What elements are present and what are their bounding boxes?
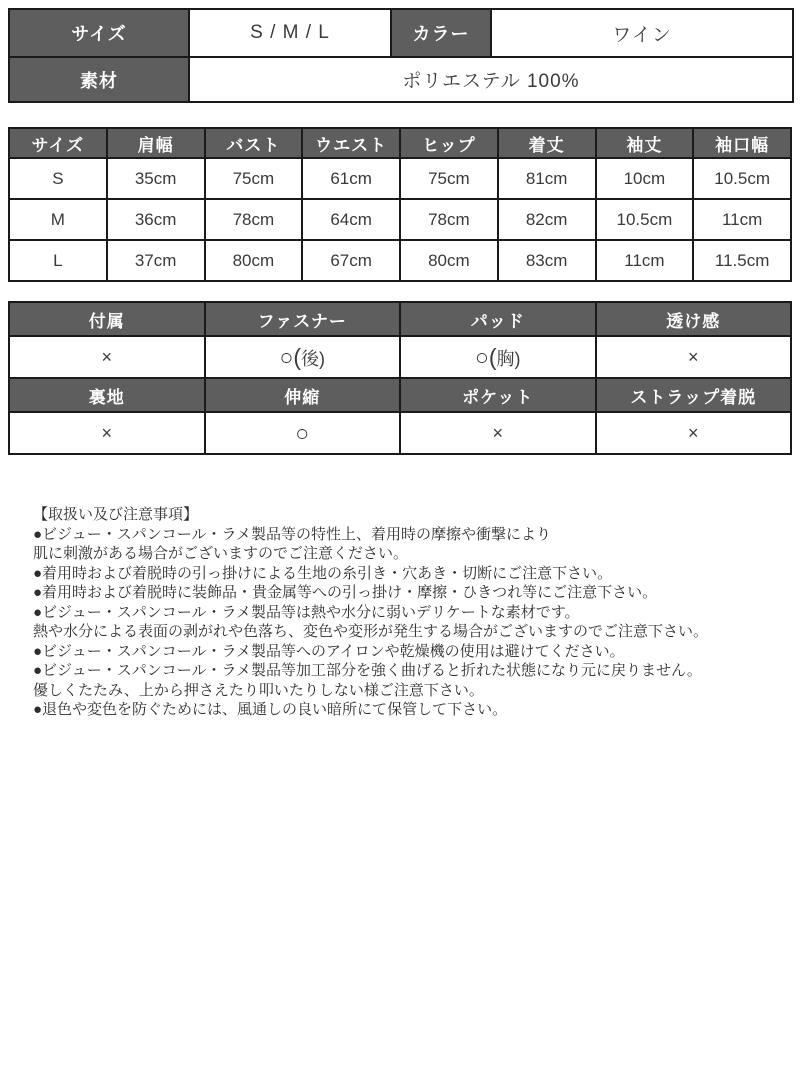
measurement-header-cell: ヒップ: [400, 128, 498, 158]
features-value-row: [9, 412, 791, 454]
table-row: [9, 9, 793, 57]
measurement-value-cell: 67cm: [302, 240, 400, 281]
feature-header-cell: ストラップ着脱: [596, 378, 792, 412]
measurement-value-cell: 75cm: [205, 158, 303, 199]
feature-value-cell: ×: [9, 412, 205, 454]
measurement-value-cell: 80cm: [400, 240, 498, 281]
feature-header-cell: ポケット: [400, 378, 596, 412]
feature-value-cell: ×: [9, 336, 205, 378]
feature-value-cell: ×: [596, 336, 792, 378]
measurement-value-cell: 61cm: [302, 158, 400, 199]
measurements-table: [8, 127, 792, 282]
measurements-row-s: [9, 158, 791, 199]
measurement-value-cell: 37cm: [107, 240, 205, 281]
feature-header-cell: パッド: [400, 302, 596, 336]
note-line: ●ビジュー・スパンコール・ラメ製品等は熱や水分に弱いデリケートな素材です。: [33, 603, 580, 621]
product-info-table: [8, 8, 794, 103]
features-header-row: [9, 302, 791, 336]
material-value-cell: ポリエステル 100%: [189, 57, 793, 102]
notes-title: 【取扱い及び注意事項】: [33, 506, 199, 523]
measurement-value-cell: 78cm: [400, 199, 498, 240]
note-line: ●ビジュー・スパンコール・ラメ製品等へのアイロンや乾燥機の使用は避けてください。: [33, 642, 625, 660]
measurement-header-cell: 肩幅: [107, 128, 205, 158]
feature-header-cell: 伸縮: [205, 378, 401, 412]
note-line: ●着用時および着脱時の引っ掛けによる生地の糸引き・穴あき・切断にご注意下さい。: [33, 564, 613, 582]
measurement-header-cell: ウエスト: [302, 128, 400, 158]
measurement-value-cell: 80cm: [205, 240, 303, 281]
size-name-cell: L: [9, 240, 107, 281]
measurement-value-cell: 11cm: [693, 199, 791, 240]
note-line: ●着用時および着脱時に装飾品・貴金属等への引っ掛け・摩擦・ひきつれ等にご注意下さい。: [33, 584, 658, 601]
note-line: 熱や水分による表面の剥がれや色落ち、変色や変形が発生する場合がございますのでご注意下さい。: [33, 623, 709, 640]
measurement-header-cell: サイズ: [9, 128, 107, 158]
color-value-cell: ワイン: [491, 9, 793, 57]
feature-header-cell: 付属: [9, 302, 205, 336]
measurement-value-cell: 82cm: [498, 199, 596, 240]
note-line: 肌に刺激がある場合がございますのでご注意ください。: [33, 545, 409, 562]
feature-value-cell: ○(胸): [400, 336, 596, 378]
features-header-row: [9, 378, 791, 412]
size-label-cell: サイズ: [9, 9, 189, 57]
measurement-header-cell: バスト: [205, 128, 303, 158]
note-line: ●ビジュー・スパンコール・ラメ製品等の特性上、着用時の摩擦や衝撃により: [33, 525, 552, 543]
feature-value-cell: ○: [205, 412, 401, 454]
feature-header-cell: 透け感: [596, 302, 792, 336]
measurement-value-cell: 75cm: [400, 158, 498, 199]
color-label-cell: カラー: [391, 9, 491, 57]
measurement-value-cell: 10.5cm: [596, 199, 694, 240]
measurement-value-cell: 83cm: [498, 240, 596, 281]
feature-header-cell: ファスナー: [205, 302, 401, 336]
size-name-cell: S: [9, 158, 107, 199]
size-name-cell: M: [9, 199, 107, 240]
measurement-value-cell: 78cm: [205, 199, 303, 240]
feature-header-cell: 裏地: [9, 378, 205, 412]
features-table: [8, 301, 792, 455]
measurement-value-cell: 11cm: [596, 240, 694, 281]
measurement-value-cell: 35cm: [107, 158, 205, 199]
note-line: 優しくたたみ、上から押さえたり叩いたりしない様ご注意下さい。: [33, 681, 484, 699]
feature-value-cell: ○(後): [205, 336, 401, 378]
note-line: ●ビジュー・スパンコール・ラメ製品等加工部分を強く曲げると折れた状態になり元に戻りません。: [33, 662, 702, 679]
measurement-header-cell: 袖口幅: [693, 128, 791, 158]
measurement-value-cell: 10.5cm: [693, 158, 791, 199]
feature-value-cell: ×: [400, 412, 596, 454]
features-value-row: [9, 336, 791, 378]
measurement-header-cell: 袖丈: [596, 128, 694, 158]
measurement-value-cell: 36cm: [107, 199, 205, 240]
size-value-cell: S / M / L: [189, 9, 391, 57]
measurements-header-row: [9, 128, 791, 158]
measurements-row-l: [9, 240, 791, 281]
measurements-row-m: [9, 199, 791, 240]
measurement-value-cell: 10cm: [596, 158, 694, 199]
measurement-value-cell: 11.5cm: [693, 240, 791, 281]
measurement-value-cell: 81cm: [498, 158, 596, 199]
measurement-header-cell: 着丈: [498, 128, 596, 158]
measurement-value-cell: 64cm: [302, 199, 400, 240]
table-row: [9, 57, 793, 102]
note-line: ●退色や変色を防ぐためには、風通しの良い暗所にて保管して下さい。: [33, 701, 508, 718]
handling-notes: [33, 505, 770, 720]
material-label-cell: 素材: [9, 57, 189, 102]
feature-value-cell: ×: [596, 412, 792, 454]
